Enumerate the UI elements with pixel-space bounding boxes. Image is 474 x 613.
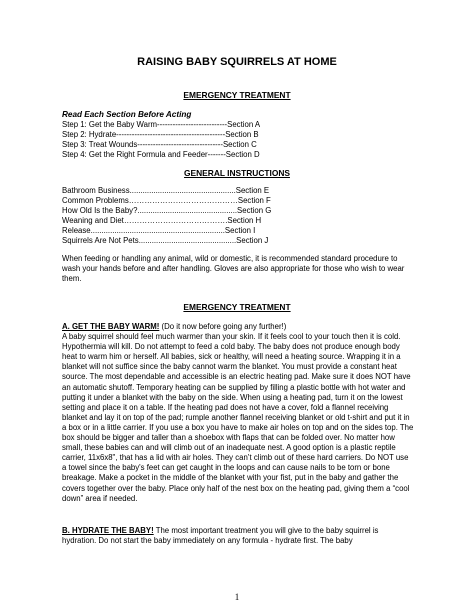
toc-item-f: Common Problems……………………………………Section F xyxy=(62,196,271,205)
section-a-label: A. GET THE BABY WARM! xyxy=(62,322,160,331)
step-line-4: Step 4: Get the Right Formula and Feeder-------Section D xyxy=(62,150,260,159)
section-a-paragraph xyxy=(62,322,414,504)
section-instruction: Read Each Section Before Acting xyxy=(62,110,192,119)
general-instructions-heading: GENERAL INSTRUCTIONS xyxy=(184,168,290,178)
step-line-2: Step 2: Hydrate------------------------------------------Section B xyxy=(62,130,259,139)
section-b-text: The most important treatment you will give to the baby squirrel is hydration. Do not start the baby immediately on any formula - hydrate first. The baby xyxy=(62,526,379,546)
toc-item-e: Bathroom Business.................................................Section E xyxy=(62,186,270,195)
document-title: RAISING BABY SQUIRRELS AT HOME xyxy=(137,56,337,68)
section-b-paragraph xyxy=(62,526,414,546)
section-a-text: A baby squirrel should feel much warmer than your skin. If it feels cool to your touch then it is cold. Hypothermia will kill. Do not attempt to feed a cold baby. The baby does not produce enough body heat to warm him or herself. All babies, sick or healthy, will need a heating source. Wrapping it in a blanket will not suffice since the baby cannot warm the blanket. You must provide a constant heat source. The most dependable and accessible is an electric heating pad. Make sure it does NOT have an automatic shutoff. Temporary heating can be supplied by filling a plastic bottle with hot water and putting it under a blanket with the baby on the side. When using a heating pad, turn it on the lowest setting and place it on a table. If the heating pad does not have a cover, fold a flannel receiving blanket and lay it on top of the pad; rumple another flannel receiving blanket or old t-shirt and put it in a box or in a little carrier. If you use a box you have to make air holes on top and on the sides top. The box should be bigger and taller than a shoebox with flaps that can be folded over. No matter how small, these babies can and will climb out of an inadequate nest. A good option is a plastic reptile carrier, 11x6x8", that has a lid with air holes. They can’t climb out of these hard carriers. Do NOT use a towel since the baby's feet can get caught in the loops and can cause nails to be torn or bone breakage. Make a pocket in the middle of the blanket with your fist, put in the baby and gather the covers together over the baby. Place only half of the nest box on the heating pad, giving them a “cool down” area if needed. xyxy=(62,332,414,503)
section-b-label: B. HYDRATE THE BABY! xyxy=(62,526,154,535)
section-a-lead: (Do it now before going any further!) xyxy=(159,322,287,331)
toc-item-g: How Old Is the Baby?..............................................Section G xyxy=(62,206,272,215)
toc-item-h: Weaning and Diet………………………………….Section H xyxy=(62,216,262,225)
step-line-3: Step 3: Treat Wounds---------------------------------Section C xyxy=(62,140,257,149)
hygiene-note-text: When feeding or handling any animal, wild or domestic, it is recommended standard procedure to wash your hands before and after handling. Gloves are also appropriate for those who wish to wear them. xyxy=(62,254,405,284)
hygiene-note xyxy=(62,254,414,284)
toc-item-i: Release..............................................................Section I xyxy=(62,226,256,235)
emergency-treatment-heading: EMERGENCY TREATMENT xyxy=(183,90,291,100)
toc-item-j: Squirrels Are Not Pets.............................................Section J xyxy=(62,236,269,245)
step-line-1: Step 1: Get the Baby Warm---------------------------Section A xyxy=(62,120,261,129)
page-number: 1 xyxy=(234,592,240,602)
emergency-treatment-heading-2: EMERGENCY TREATMENT xyxy=(183,302,291,312)
